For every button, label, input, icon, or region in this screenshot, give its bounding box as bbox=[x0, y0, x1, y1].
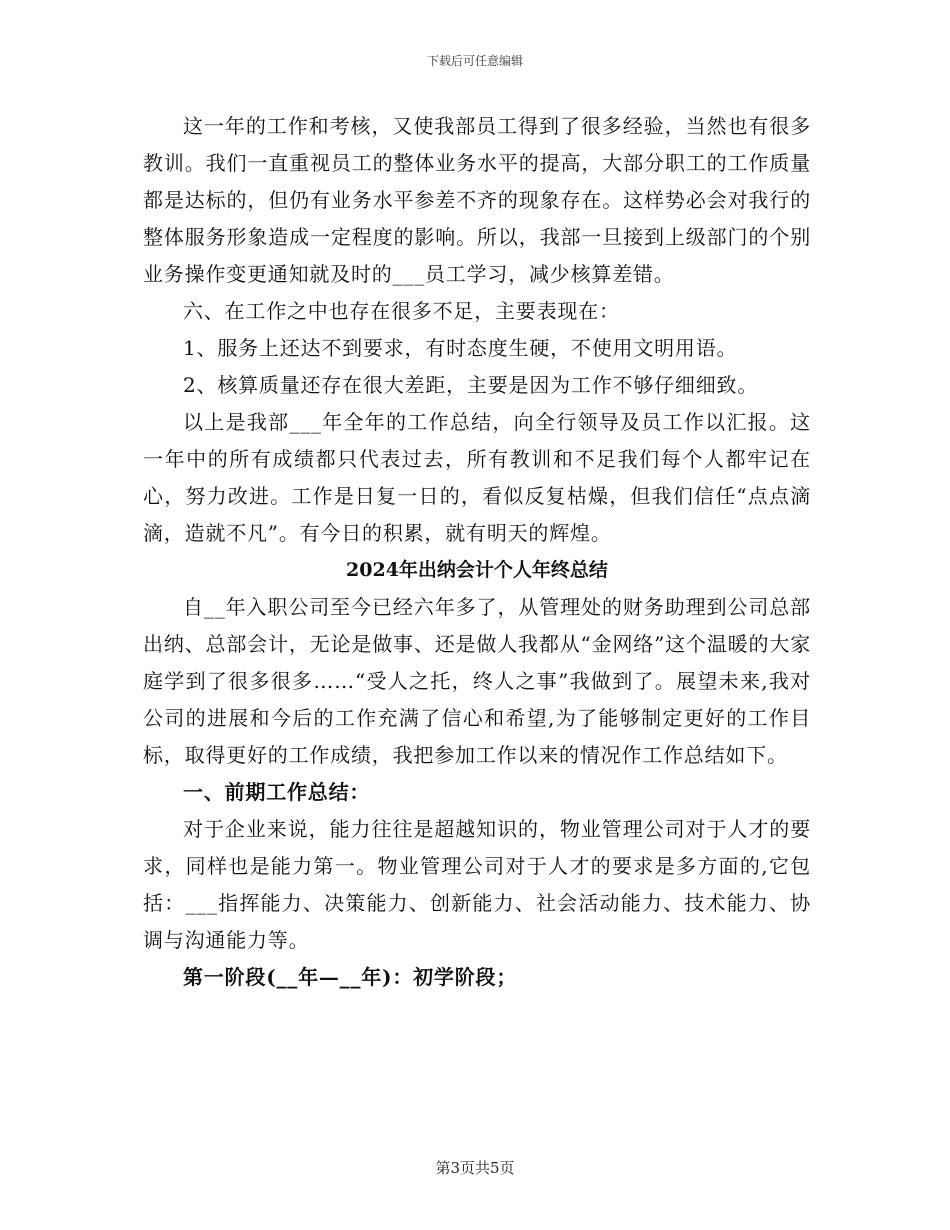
paragraph-experience: 这一年的工作和考核，又使我部员工得到了很多经验，当然也有很多教训。我们一直重视员工的整体业务水平的提高，大部分职工的工作质量都是达标的，但仍有业务水平参差不齐的现象存在。这样势必会对我行的整体服务形象造成一定程度的影响。所以，我部一旦接到上级部门的个别业务操作变更通知就及时的___员工学习，减少核算差错。 bbox=[143, 114, 811, 286]
page-header: 下载后可任意编辑 bbox=[426, 54, 523, 68]
paragraph-abilities: 对于企业来说，能力往往是超越知识的，物业管理公司对于人才的要求，同样也是能力第一。物业管理公司对于人才的要求是多方面的,它包括：___指挥能力、决策能力、创新能力、社会活动能力、技术能力、协调与沟通能力等。 bbox=[143, 817, 811, 952]
document-body bbox=[143, 108, 811, 996]
paragraph-conclusion: 以上是我部___年全年的工作总结，向全行领导及员工作以汇报。这一年中的所有成绩都只代表过去，所有教训和不足我们每个人都牢记在心，努力改进。工作是日复一日的，看似反复枯燥，但我们信任“点点滴滴，造就不凡”。有今日的积累，就有明天的辉煌。 bbox=[143, 410, 811, 545]
heading-prior-summary: 一、前期工作总结： bbox=[183, 780, 371, 804]
heading-stage-one: 第一阶段(__年—__年)：初学阶段； bbox=[183, 965, 518, 989]
section-title: 2024年出纳会计个人年终总结 bbox=[346, 559, 608, 581]
page-footer: 第3页共5页 bbox=[435, 1159, 515, 1177]
paragraph-shortcoming-1: 1、服务上还达不到要求，有时态度生硬，不使用文明用语。 bbox=[183, 336, 738, 360]
paragraph-shortcomings-heading: 六、在工作之中也存在很多不足，主要表现在： bbox=[183, 299, 620, 323]
paragraph-intro: 自__年入职公司至今已经六年多了，从管理处的财务助理到公司总部出纳、总部会计，无论是做事、还是做人我都从“金网络”这个温暖的大家庭学到了很多很多……“受人之托，终人之事”我做到了。展望未来,我对公司的进展和今后的工作充满了信心和希望,为了能够制定更好的工作目标，取得更好的工作成绩，我把参加工作以来的情况作工作总结如下。 bbox=[143, 595, 811, 767]
paragraph-shortcoming-2: 2、核算质量还存在很大差距，主要是因为工作不够仔细细致。 bbox=[183, 373, 759, 397]
